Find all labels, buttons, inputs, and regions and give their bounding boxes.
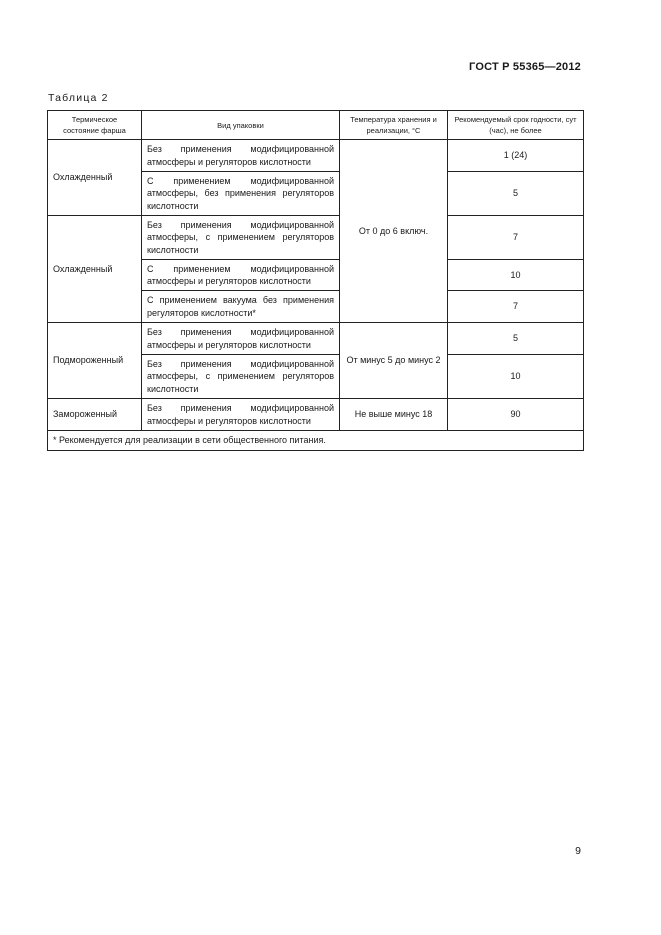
page-number: 9	[575, 845, 581, 857]
temperature-cell: Не выше минус 18	[340, 399, 448, 431]
temperature-cell: От минус 5 до минус 2	[340, 323, 448, 399]
footnote: * Рекомендуется для реализации в сети общественного питания.	[48, 431, 584, 451]
shelf-life-cell: 1 (24)	[448, 140, 584, 172]
table-row	[48, 216, 584, 260]
packaging-cell: Без применения модифицированной атмосферы и регуляторов кислотности	[142, 323, 340, 355]
packaging-cell: Без применения модифицированной атмосферы и регуляторов кислотности	[142, 140, 340, 172]
thermal-state-cell: Подмороженный	[48, 323, 142, 399]
table-caption: Таблица 2	[48, 92, 109, 104]
thermal-state-cell: Охлажденный	[48, 140, 142, 216]
packaging-cell: Без применения модифицированной атмосферы и регуляторов кислотности	[142, 399, 340, 431]
shelf-life-cell: 5	[448, 323, 584, 355]
standard-designation: ГОСТ Р 55365—2012	[469, 61, 581, 73]
footnote-row	[48, 431, 584, 451]
header-temperature: Температура хранения и реализации, °С	[340, 111, 448, 140]
shelf-life-cell: 7	[448, 291, 584, 323]
thermal-state-cell: Замороженный	[48, 399, 142, 431]
shelf-life-cell: 5	[448, 172, 584, 216]
shelf-life-cell: 10	[448, 355, 584, 399]
packaging-cell: С применением модифицированной атмосферы и регуляторов кислотности	[142, 260, 340, 291]
shelf-life-cell: 90	[448, 399, 584, 431]
temperature-cell: От 0 до 6 включ.	[340, 140, 448, 323]
header-packaging: Вид упаковки	[142, 111, 340, 140]
packaging-cell: Без применения модифицированной атмосферы, с применением регуляторов кислотности	[142, 355, 340, 399]
packaging-cell: С применением вакуума без применения регуляторов кислотности*	[142, 291, 340, 323]
table-row	[48, 323, 584, 355]
storage-table	[47, 110, 584, 451]
packaging-cell: Без применения модифицированной атмосферы, с применением регуляторов кислотности	[142, 216, 340, 260]
table-header-row	[48, 111, 584, 140]
header-shelf-life: Рекомендуемый срок годности, сут (час), не более	[448, 111, 584, 140]
header-thermal-state: Термическое состояние фарша	[48, 111, 142, 140]
packaging-cell: С применением модифицированной атмосферы, без применения регуляторов кислотности	[142, 172, 340, 216]
thermal-state-cell: Охлажденный	[48, 216, 142, 323]
shelf-life-cell: 7	[448, 216, 584, 260]
table-row	[48, 399, 584, 431]
shelf-life-cell: 10	[448, 260, 584, 291]
table-row	[48, 140, 584, 172]
